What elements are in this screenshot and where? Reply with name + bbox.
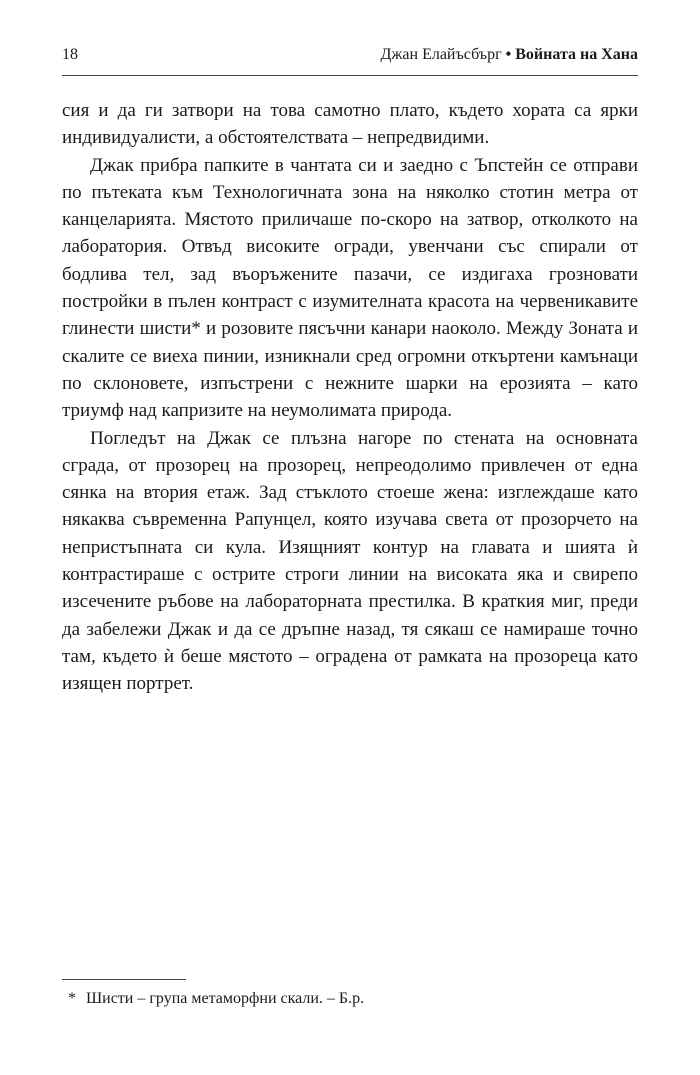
paragraph-3: Погледът на Джак се плъзна нагоре по стената на основната сграда, от прозорец на прозорец, непреодолимо привлечен от една сянка на втория етаж. Зад стъклото стоеше жена: изглеждаше като някаква съвременна Рапунцел, която изучава света от прозорчето на непристъпната си кула. Изящният контур на главата и шията ѝ контрастираше с острите строги линии на високата яка и свирепо изсечените ръбове на лабораторната престилка. В краткия миг, преди да забележи Джак и да се дръпне назад, тя сякаш се намираше точно там, където ѝ беше мястото – оградена от рамката на прозореца като изящен портрет.	[62, 427, 638, 695]
header-rule	[62, 75, 638, 76]
author-name: Джан Елайъсбърг	[380, 46, 502, 63]
running-head	[380, 45, 638, 65]
book-title: Войната на Хана	[515, 46, 638, 63]
footnote-text: Шисти – група метаморфни скали. – Б.р.	[86, 990, 365, 1007]
paragraph-1: сия и да ги затвори на това самотно плато, където хората са ярки индивидуалисти, а обстоятелствата – непредвидими.	[62, 100, 638, 149]
bullet-separator: •	[505, 46, 512, 63]
footnote	[62, 988, 364, 1010]
paragraph-2: Джак прибра папките в чантата си и заедно с Ъпстейн се отправи по пътеката към Технологичната зона на няколко стотин метра от канцеларията. Мястото приличаше по-скоро на затвор, отколкото на лаборатория. Отвъд високите огради, увенчани със спирали от бодлива тел, зад въоръжените пазачи, се издигаха грозновати постройки в пълен контраст с изумителната красота на червеникавите глинести шисти* и розовите пясъчни канари наоколо. Между Зоната и скалите се виеха пинии, изникнали сред огромни откъртени камънаци по склоновете, изпъстрени с нежните шарки на ерозията – като триумф над капризите на неумолимата природа.	[62, 154, 638, 422]
footnote-rule	[62, 979, 186, 980]
running-header	[62, 45, 638, 71]
body-text	[62, 97, 638, 698]
page-number: 18	[62, 46, 78, 63]
footnote-mark: *	[68, 990, 76, 1007]
